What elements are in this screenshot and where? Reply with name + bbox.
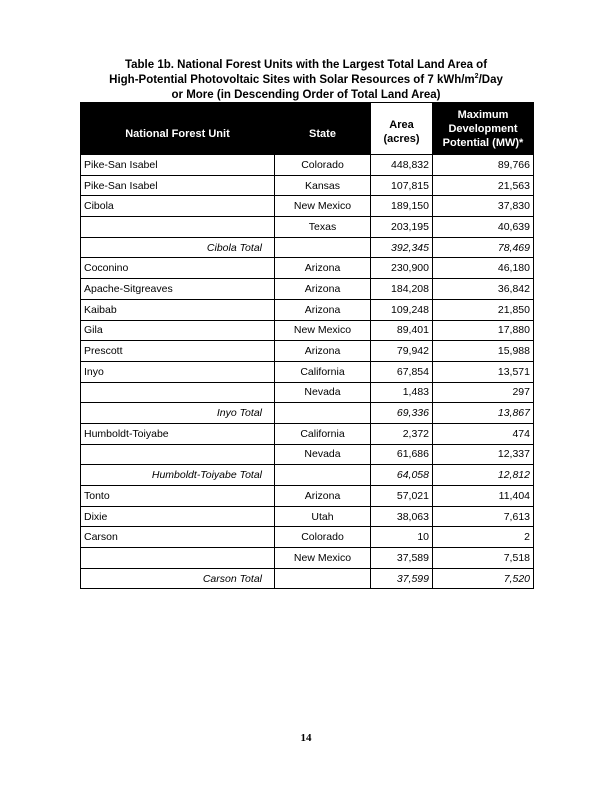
table-row: [81, 341, 534, 362]
cell-potential: 7,520: [433, 568, 534, 589]
cell-area: 448,832: [371, 155, 433, 176]
cell-state: California: [275, 423, 371, 444]
header-area: Area (acres): [371, 103, 433, 155]
cell-state: Arizona: [275, 258, 371, 279]
cell-potential: 13,867: [433, 403, 534, 424]
cell-potential: 89,766: [433, 155, 534, 176]
table-header: [81, 103, 534, 155]
cell-state: Nevada: [275, 382, 371, 403]
cell-area: 38,063: [371, 506, 433, 527]
forest-units-table: [80, 102, 534, 589]
cell-unit: Coconino: [81, 258, 275, 279]
cell-potential: 7,613: [433, 506, 534, 527]
cell-potential: 11,404: [433, 486, 534, 507]
cell-unit: [81, 444, 275, 465]
cell-area: 230,900: [371, 258, 433, 279]
cell-potential: 21,850: [433, 299, 534, 320]
cell-state: Arizona: [275, 341, 371, 362]
cell-state: [275, 403, 371, 424]
cell-potential: 12,337: [433, 444, 534, 465]
cell-area: 64,058: [371, 465, 433, 486]
cell-area: 1,483: [371, 382, 433, 403]
cell-unit: Prescott: [81, 341, 275, 362]
table-total-row: [81, 568, 534, 589]
table-row: [81, 506, 534, 527]
table-row: [81, 361, 534, 382]
table-total-row: [81, 465, 534, 486]
cell-unit: [81, 217, 275, 238]
cell-state: [275, 237, 371, 258]
cell-potential: 13,571: [433, 361, 534, 382]
cell-area: 109,248: [371, 299, 433, 320]
table-row: [81, 548, 534, 569]
cell-area: 189,150: [371, 196, 433, 217]
cell-state: New Mexico: [275, 320, 371, 341]
cell-unit: Pike-San Isabel: [81, 155, 275, 176]
cell-area: 203,195: [371, 217, 433, 238]
cell-potential: 37,830: [433, 196, 534, 217]
cell-state: [275, 568, 371, 589]
cell-state: [275, 465, 371, 486]
cell-unit: Apache-Sitgreaves: [81, 279, 275, 300]
cell-potential: 2: [433, 527, 534, 548]
cell-state: Arizona: [275, 486, 371, 507]
cell-unit: Inyo: [81, 361, 275, 382]
cell-potential: 21,563: [433, 175, 534, 196]
cell-area: 57,021: [371, 486, 433, 507]
page-number: 14: [300, 732, 312, 744]
cell-state: California: [275, 361, 371, 382]
cell-potential: 46,180: [433, 258, 534, 279]
title-line-1: Table 1b. National Forest Units with the Largest Total Land Area of: [124, 59, 488, 71]
title-line-3: or More (in Descending Order of Total Land Area): [171, 89, 441, 101]
cell-state: Nevada: [275, 444, 371, 465]
cell-area: 37,599: [371, 568, 433, 589]
cell-potential: 78,469: [433, 237, 534, 258]
cell-area: 184,208: [371, 279, 433, 300]
cell-area: 107,815: [371, 175, 433, 196]
table-title: [60, 58, 552, 103]
table-row: [81, 299, 534, 320]
table-total-row: [81, 237, 534, 258]
cell-state: Kansas: [275, 175, 371, 196]
cell-state: Colorado: [275, 527, 371, 548]
cell-unit: Tonto: [81, 486, 275, 507]
cell-state: New Mexico: [275, 196, 371, 217]
cell-unit: Kaibab: [81, 299, 275, 320]
table-row: [81, 279, 534, 300]
table-row: [81, 444, 534, 465]
cell-state: Arizona: [275, 299, 371, 320]
cell-area: 89,401: [371, 320, 433, 341]
table-row: [81, 258, 534, 279]
cell-unit: Pike-San Isabel: [81, 175, 275, 196]
table-total-row: [81, 403, 534, 424]
cell-unit: Cibola: [81, 196, 275, 217]
cell-unit: Humboldt-Toiyabe: [81, 423, 275, 444]
cell-unit: Carson Total: [81, 568, 275, 589]
header-unit: National Forest Unit: [81, 103, 275, 155]
cell-potential: 297: [433, 382, 534, 403]
table-row: [81, 155, 534, 176]
cell-unit: Inyo Total: [81, 403, 275, 424]
cell-potential: 474: [433, 423, 534, 444]
table-row: [81, 175, 534, 196]
cell-unit: [81, 548, 275, 569]
header-state: State: [275, 103, 371, 155]
cell-unit: [81, 382, 275, 403]
title-line-2: High-Potential Photovoltaic Sites with Solar Resources of 7 kWh/$m^2$/Day: [109, 73, 503, 86]
cell-potential: 15,988: [433, 341, 534, 362]
cell-area: 10: [371, 527, 433, 548]
cell-unit: Gila: [81, 320, 275, 341]
cell-unit: Carson: [81, 527, 275, 548]
table-row: [81, 196, 534, 217]
table-row: [81, 423, 534, 444]
cell-area: 67,854: [371, 361, 433, 382]
cell-area: 61,686: [371, 444, 433, 465]
cell-state: Utah: [275, 506, 371, 527]
cell-potential: 12,812: [433, 465, 534, 486]
cell-area: 69,336: [371, 403, 433, 424]
cell-state: New Mexico: [275, 548, 371, 569]
cell-state: Colorado: [275, 155, 371, 176]
table-row: [81, 486, 534, 507]
cell-unit: Humboldt-Toiyabe Total: [81, 465, 275, 486]
table-row: [81, 217, 534, 238]
cell-potential: 40,639: [433, 217, 534, 238]
cell-potential: 36,842: [433, 279, 534, 300]
table-row: [81, 527, 534, 548]
table-row: [81, 382, 534, 403]
cell-area: 392,345: [371, 237, 433, 258]
header-max-potential: Maximum Development Potential (MW)*: [433, 103, 534, 155]
cell-unit: Dixie: [81, 506, 275, 527]
table-body: [81, 155, 534, 589]
cell-area: 79,942: [371, 341, 433, 362]
cell-area: 37,589: [371, 548, 433, 569]
cell-area: 2,372: [371, 423, 433, 444]
cell-unit: Cibola Total: [81, 237, 275, 258]
cell-potential: 7,518: [433, 548, 534, 569]
cell-state: Texas: [275, 217, 371, 238]
cell-state: Arizona: [275, 279, 371, 300]
cell-potential: 17,880: [433, 320, 534, 341]
table-row: [81, 320, 534, 341]
